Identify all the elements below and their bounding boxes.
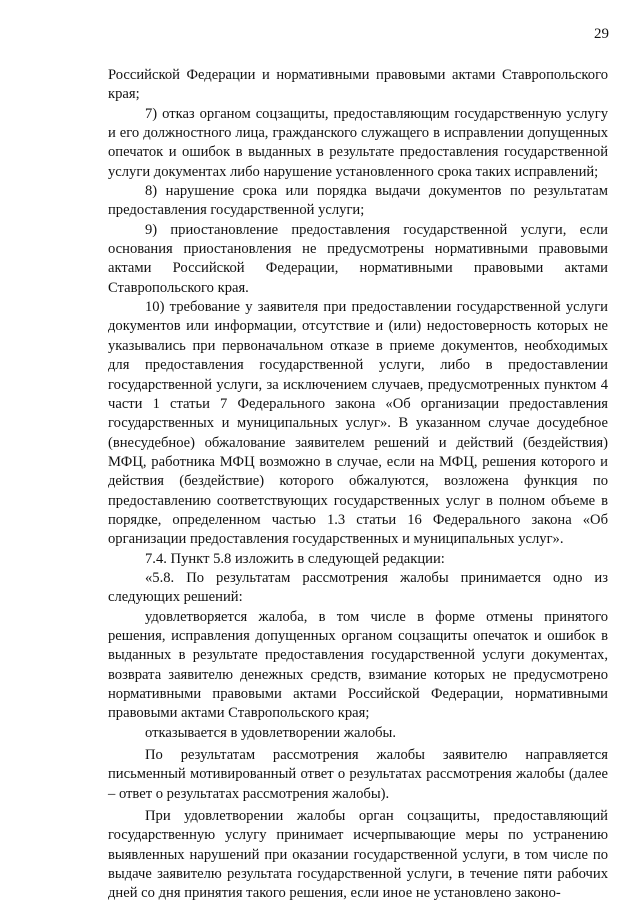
- paragraph-decision-refuse: отказывается в удовлетворении жалобы.: [145, 724, 397, 741]
- paragraph-remedy: При удовлетворении жалобы орган соцзащиты, предоставляющий государственную услугу принимает исчерпывающие меры по устранению выявленных нарушений при оказании государственной услуги, в том числе по выдаче заявителю результата государственной услуги, в течение пяти рабочих дней со дня принятия такого решения, если иное не установлено законо-: [108, 808, 608, 902]
- paragraph-response: По результатам рассмотрения жалобы заявителю направляется письменный мотивированный ответ о результатах рассмотрения жалобы (далее – ответ о результатах рассмотрения жалобы).: [108, 747, 608, 802]
- paragraph-item-9: 9) приостановление предоставления государственной услуги, если основания приостановления не предусмотрены нормативными правовыми актами Российской Федерации, нормативными правовыми актами Ставропольского края.: [108, 221, 608, 296]
- paragraph-7-4: 7.4. Пункт 5.8 изложить в следующей редакции:: [145, 550, 445, 567]
- paragraph-5-8: «5.8. По результатам рассмотрения жалобы принимается одно из следующих решений:: [108, 569, 608, 606]
- paragraph-item-7: 7) отказ органом соцзащиты, предоставляющим государственную услугу и его должностного лица, гражданского служащего в исправлении допущенных опечаток и ошибок в выданных в результате предоставления государственной услуги документах либо нарушение установленного срока таких исправлений;: [108, 105, 608, 180]
- paragraph-decision-satisfy: удовлетворяется жалоба, в том числе в форме отмены принятого решения, исправления допущенных органом соцзащиты опечаток и ошибок в выданных в результате предоставления государственной услуги документах, возврата заявителю денежных средств, взимание которых не предусмотрено нормативными правовыми актами Российской Федерации, нормативными правовыми актами Ставропольского края;: [108, 608, 608, 722]
- page-number: 29: [594, 26, 609, 42]
- paragraph-item-10: 10) требование у заявителя при предоставлении государственной услуги документов или информации, отсутствие и (или) недостоверность которых не указывались при первоначальном отказе в приеме документов, необходимых для предоставления государственной услуги, либо в предоставлении государственной услуги, за исключением случаев, предусмотренных пунктом 4 части 1 статьи 7 Федерального закона «Об организации предоставления государственных и муниципальных услуг». В указанном случае досудебное (внесудебное) обжалование заявителем решений и действий (бездействия) МФЦ, работника МФЦ возможно в случае, если на МФЦ, решения которого и действия (бездействие) которого обжалуются, возложена функция по предоставлению соответствующих государственных услуг в полном объеме в порядке, определенном частью 1.3 статьи 16 Федерального закона «Об организации предоставления государственных и муниципальных услуг».: [108, 299, 608, 548]
- document-body: [108, 66, 608, 904]
- paragraph-continuation: Российской Федерации и нормативными правовыми актами Ставропольского края;: [108, 67, 608, 103]
- paragraph-item-8: 8) нарушение срока или порядка выдачи документов по результатам предоставления государственной услуги;: [108, 183, 608, 219]
